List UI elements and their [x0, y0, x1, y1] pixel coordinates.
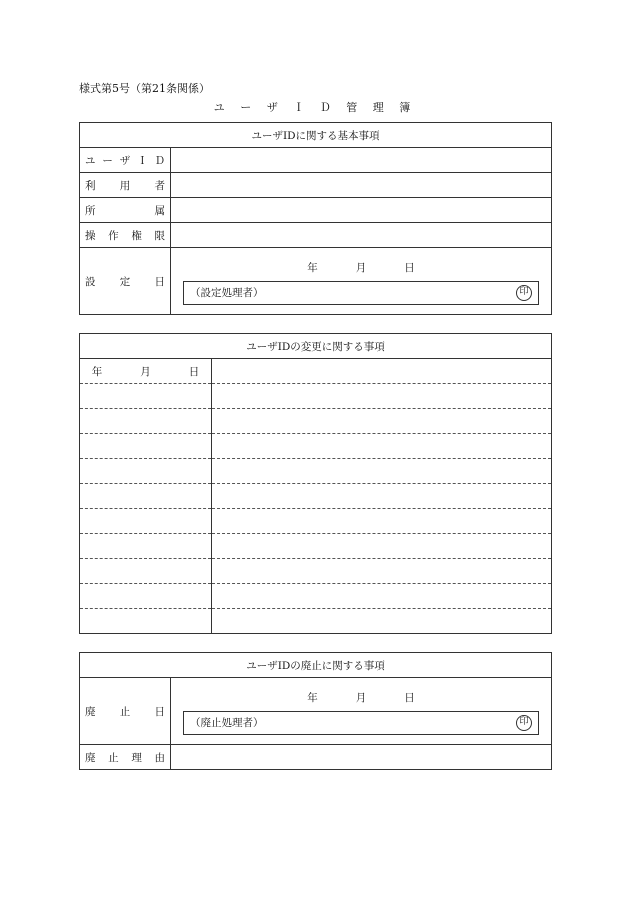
- setup-date-cell: [171, 248, 552, 315]
- change-content-cell[interactable]: [212, 534, 552, 559]
- change-date-cell[interactable]: [80, 484, 212, 509]
- change-date-header: 年 月 日: [80, 359, 212, 384]
- basic-info-table: [79, 122, 552, 315]
- change-content-cell[interactable]: [212, 509, 552, 534]
- change-date-cell[interactable]: [80, 384, 212, 409]
- change-content-cell[interactable]: [212, 584, 552, 609]
- abolish-date-cell: [171, 678, 552, 745]
- change-date-cell[interactable]: [80, 434, 212, 459]
- change-content-cell[interactable]: [212, 559, 552, 584]
- change-content-cell[interactable]: [212, 459, 552, 484]
- change-content-cell[interactable]: [212, 434, 552, 459]
- abolish-date-label: 廃 止 日: [80, 678, 171, 745]
- setup-date-line: 年 月 日: [307, 261, 415, 274]
- form-number: 様式第5号（第21条関係）: [79, 82, 210, 95]
- affiliation-label: 所 属: [80, 198, 171, 223]
- change-history-table: [79, 333, 552, 634]
- setup-date-label: 設 定 日: [80, 248, 171, 315]
- change-date-cell[interactable]: [80, 609, 212, 634]
- change-date-cell[interactable]: [80, 534, 212, 559]
- change-content-cell[interactable]: [212, 609, 552, 634]
- user-id-label: ユ ー ザ Ｉ Ｄ: [80, 148, 171, 173]
- affiliation-field[interactable]: [171, 198, 552, 223]
- change-date-cell[interactable]: [80, 459, 212, 484]
- change-history-header: ユーザIDの変更に関する事項: [80, 334, 552, 359]
- change-content-cell[interactable]: [212, 484, 552, 509]
- change-date-cell[interactable]: [80, 509, 212, 534]
- user-field[interactable]: [171, 173, 552, 198]
- change-date-cell[interactable]: [80, 409, 212, 434]
- change-content-cell[interactable]: [212, 384, 552, 409]
- document-title: ユ ー ザ Ｉ Ｄ 管 理 簿: [213, 101, 417, 114]
- abolish-header: ユーザIDの廃止に関する事項: [80, 653, 552, 678]
- change-content-header: [212, 359, 552, 384]
- abolish-handler-box[interactable]: [183, 711, 539, 735]
- user-label: 利 用 者: [80, 173, 171, 198]
- basic-info-header: ユーザIDに関する基本事項: [80, 123, 552, 148]
- seal-icon: 印: [516, 285, 532, 301]
- abolish-reason-field[interactable]: [171, 745, 552, 770]
- abolish-reason-label: 廃 止 理 由: [80, 745, 171, 770]
- user-id-field[interactable]: [171, 148, 552, 173]
- setup-handler-box[interactable]: [183, 281, 539, 305]
- change-date-cell[interactable]: [80, 559, 212, 584]
- permission-label: 操 作 権 限: [80, 223, 171, 248]
- seal-icon: 印: [516, 715, 532, 731]
- setup-handler-label: （設定処理者）: [190, 287, 264, 299]
- change-content-cell[interactable]: [212, 409, 552, 434]
- abolish-table: [79, 652, 552, 770]
- permission-field[interactable]: [171, 223, 552, 248]
- change-date-cell[interactable]: [80, 584, 212, 609]
- abolish-date-line: 年 月 日: [307, 691, 415, 704]
- abolish-handler-label: （廃止処理者）: [190, 717, 264, 729]
